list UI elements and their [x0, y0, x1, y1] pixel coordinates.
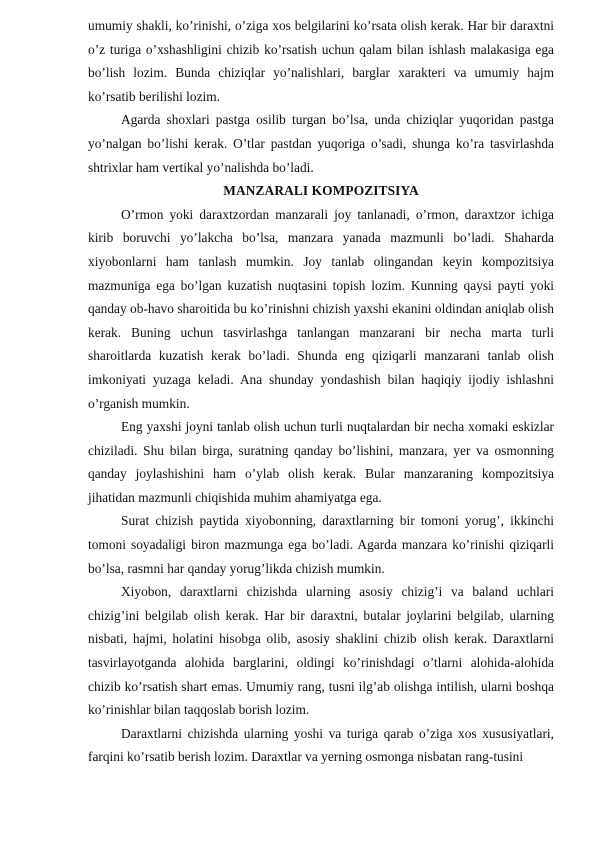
- paragraph-sketches: Eng yaxshi joyni tanlab olish uchun turli nuqtalardan bir necha xomaki eskizlar chiziladi. Shu bilan birga, suratning qanday bo’lishini, manzara, yer va osmonning qanday joylashishini ham o’ylab olish kerak. Bular manzaraning kompozitsiya jihatidan mazmunli chiqishida muhim ahamiyatga ega.: [88, 419, 554, 505]
- paragraph-continued: umumiy shakli, ko’rinishi, o’ziga xos belgilarini ko’rsata olish kerak. Har bir daraxtni o’z turiga o’xshashligini chizib ko’rsatish uchun qalam bilan ishlash malakasiga ega bo’lish lozim. Bunda chiziqlar yo’nalishlari, barglar xarakteri va umumiy hajm ko’rsatib berilishi lozim.: [88, 18, 554, 104]
- section-heading: MANZARALI KOMPOZITSIYA: [223, 183, 419, 199]
- document-body: [88, 14, 554, 769]
- paragraph-forest-selection: O’rmon yoki daraxtzordan manzarali joy tanlanadi, o’rmon, daraxtzor ichiga kirib boruvchi yo’lakcha bo’lsa, manzara yanada mazmunli bo’ladi. Shaharda xiyobonlarni ham tanlash mumkin. Joy tanlab olingandan keyin kompozitsiya mazmuniga ega bo’lgan kuzatish nuqtasini topish lozim. Kunning qaysi payti yoki qanday ob-havo sharoitida bu ko’rinishni chizish yaxshi ekanini oldindan aniqlab olish kerak. Buning uchun tasvirlashga tanlangan manzarani bir necha marta turli sharoitlarda kuzatish kerak bo’ladi. Shunda eng qiziqarli manzarani tanlab olish imkoniyati yuzaga keladi. Ana shunday yondashish bilan haqiqiy ijodiy ishlashni o’rganish mumkin.: [88, 206, 554, 411]
- paragraph-lighting: Surat chizish paytida xiyobonning, daraxtlarning bir tomoni yorug’, ikkinchi tomoni soyadaligi biron mazmunga ega bo’ladi. Agarda manzara ko’rinishi qiziqarli bo’lsa, rasmni har qanday yorug’likda chizish mumkin.: [88, 513, 554, 576]
- paragraph-alley-trees: Xiyobon, daraxtlarni chizishda ularning asosiy chizig’i va baland uchlari chizig’ini belgilab olish kerak. Har bir daraxtni, butalar joylarini belgilab, ularning nisbati, hajmi, holatini hisobga olib, asosiy shaklini chizib olish kerak. Daraxtlarni tasvirlayotganda alohida barglarini, oldingi ko’rinishdagi o’tlarni alohida-alohida chizib ko’rsatish shart emas. Umumiy rang, tusni ilg’ab olishga intilish, ularni boshqa ko’rinishlar bilan taqqoslab borish lozim.: [88, 584, 554, 718]
- paragraph-branches: Agarda shoxlari pastga osilib turgan bo’lsa, unda chiziqlar yuqoridan pastga yo’nalgan bo’lishi kerak. O’tlar pastdan yuqoriga o’sadi, shunga ko’ra tasvirlashda shtrixlar ham vertikal yo’nalishda bo’ladi.: [88, 112, 554, 175]
- paragraph-tree-age: Daraxtlarni chizishda ularning yoshi va turiga qarab o’ziga xos xususiyatlari, farqini ko’rsatib berish lozim. Daraxtlar va yerning osmonga nisbatan rang-tusini: [88, 725, 554, 765]
